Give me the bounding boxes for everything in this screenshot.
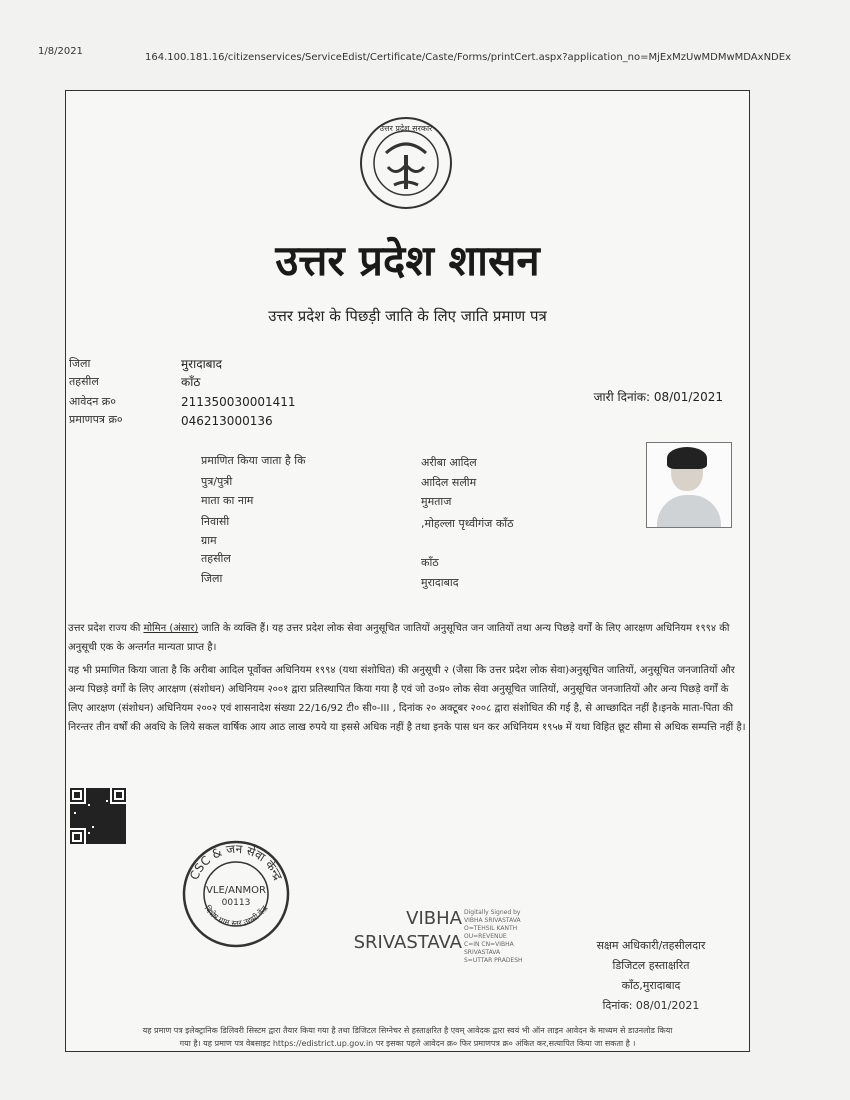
application-no-value: 211350030001411 (181, 395, 296, 409)
parent-label: पुत्र/पुत्री (201, 475, 233, 488)
state-emblem-icon (358, 115, 454, 211)
certificate-no-value: 046213000136 (181, 414, 273, 428)
certificate-sheet (65, 90, 750, 1052)
browser-print-date: 1/8/2021 (38, 46, 83, 57)
sig-detail-line: S=UTTAR PRADESH (464, 957, 523, 964)
sig-detail-line: OU=REVENUE (464, 933, 507, 940)
resident-value: ,मोहल्ला पृथ्वीगंज काँठ (421, 517, 514, 530)
tehsil-label: तहसील (69, 375, 99, 388)
signer-name (344, 907, 462, 955)
field-district-label: जिला (201, 572, 223, 585)
caste-statement-pre: उत्तर प्रदेश राज्य की (68, 623, 144, 634)
certify-label: प्रमाणित किया जाता है कि (201, 454, 306, 467)
sig-detail-line: Digitally Signed by (464, 909, 521, 916)
field-tehsil-label: तहसील (201, 552, 231, 565)
father-name: आदिल सलीम (421, 476, 477, 489)
digital-signature-details (464, 909, 523, 965)
mother-name: मुमताज (421, 495, 452, 508)
svg-text:VLE/ANMOR: VLE/ANMOR (206, 885, 266, 896)
browser-print-url: 164.100.181.16/citizenservices/ServiceEdist/Certificate/Caste/Forms/printCert.aspx?application_no=MjExMzUwMDMwMDAxNDEx (145, 52, 791, 63)
issue-date: जारी दिनांक: 08/01/2021 (593, 390, 723, 404)
svg-text:00113: 00113 (221, 898, 251, 908)
applicant-name: अरीबा आदिल (421, 456, 477, 469)
applicant-photo (646, 442, 732, 528)
issuing-authority (576, 936, 726, 1016)
csc-seal-stamp (181, 839, 291, 949)
district-value: मुरादाबाद (181, 357, 223, 371)
district-label: जिला (69, 357, 91, 370)
creamy-layer-statement: यह भी प्रमाणित किया जाता है कि अरीबा आदिल पूर्वोक्त अधिनियम १९९४ (यथा संशोधित) की अनुसूची २ (जैसा कि उत्तर प्रदेश लोक सेवा)अनुसूचित जातियों, अनुसूचित जनजातियों और अन्य पिछड़े वर्गों के लिए आरक्षण (संशोधन) अधिनियम २००१ द्वारा प्रतिस्थापित किया गया है एवं जो उ०प्र० लोक सेवा अनुसूचित जातियों, अनुसूचित जनजातियों और अन्य पिछड़े वर्गों के लिए आरक्षण (संशोधन) अधिनियम २००२ एवं शासनादेश संख्या 22/16/92 टी० सी०-III , दिनांक २० अक्टूबर २००८ द्वारा संशोधित की गई है, से आच्छादित नहीं है।इनके माता-पिता की निरन्तर तीन वर्षों की अवधि के लिये सकल वार्षिक आय आठ लाख रुपये या इससे अधिक नहीं है तथा इनके पास धन कर अधिनियम १९५७ में यथा विहित छूट सीमा से अधिक सम्पत्ति नहीं है। (68, 665, 746, 733)
signer-first-name: VIBHA (406, 908, 462, 929)
caste-name: मोमिन (अंसार) (143, 623, 199, 634)
caste-statement-post: जाति के व्यक्ति हैं। यह उत्तर प्रदेश लोक सेवा अनुसूचित जातियों अनुसूचित जन जातियों तथा अन्य पिछड़े वर्गों के लिए आरक्षण अधिनियम १९९४ की अनुसूची एक के अन्तर्गत मान्यता प्राप्त है। (68, 623, 730, 653)
authority-title: सक्षम अधिकारी/तहसीलदार (596, 939, 706, 952)
sig-detail-line: VIBHA SRIVASTAVA (464, 917, 521, 924)
sig-detail-line: O=TEHSIL KANTH (464, 925, 518, 932)
mother-label: माता का नाम (201, 494, 254, 507)
svg-text:CSC & जन सेवा केन्द्र: CSC & जन सेवा केन्द्र (186, 841, 286, 883)
certificate-no-label: प्रमाणपत्र क्र० (69, 413, 123, 426)
qr-code (70, 788, 126, 844)
certificate-subtitle: उत्तर प्रदेश के पिछड़ी जाति के लिए जाति प्रमाण पत्र (268, 307, 547, 325)
sig-detail-line: C=IN CN=VIBHA (464, 941, 514, 948)
field-tehsil-value: काँठ (421, 556, 439, 569)
application-no-label: आवेदन क्र० (69, 395, 116, 408)
village-label: ग्राम (201, 534, 217, 547)
tehsil-value: काँठ (181, 375, 201, 389)
caste-statement (68, 619, 746, 657)
footer-line-1: यह प्रमाण पत्र इलेक्ट्रानिक डिलिवरी सिस्टम द्वारा तैयार किया गया है तथा डिजिटल सिग्नेचर से हस्ताक्षरित है एवम् आवेदक द्वारा स्वयं भी ऑन लाइन आवेदन के माध्यम से डाउनलोड किया (142, 1026, 673, 1035)
resident-label: निवासी (201, 515, 230, 528)
authority-signed: डिजिटल हस्ताक्षरित (612, 959, 690, 972)
footer-line-2: गया है। यह प्रमाण पत्र वेबसाइट https://edistrict.up.gov.in पर इसका पहले आवेदन क्र० फिर प्रमाणपत्र क्र० अंकित कर,सत्यापित किया जा सकता है । (179, 1039, 636, 1048)
verification-footer (66, 1024, 749, 1050)
signer-last-name: SRIVASTAVA (353, 932, 462, 953)
authority-date: दिनांक: 08/01/2021 (602, 999, 700, 1012)
svg-text:विशेष ग्राम स्तर उद्यमी केंद्र: विशेष ग्राम स्तर उद्यमी केंद्र (202, 904, 270, 929)
page-title: उत्तर प्रदेश शासन (275, 236, 540, 285)
field-district-value: मुरादाबाद (421, 576, 459, 589)
sig-detail-line: SRIVASTAVA (464, 949, 501, 956)
authority-location: काँठ,मुरादाबाद (621, 979, 681, 992)
svg-text:उत्तर प्रदेश सरकार: उत्तर प्रदेश सरकार (379, 124, 433, 133)
